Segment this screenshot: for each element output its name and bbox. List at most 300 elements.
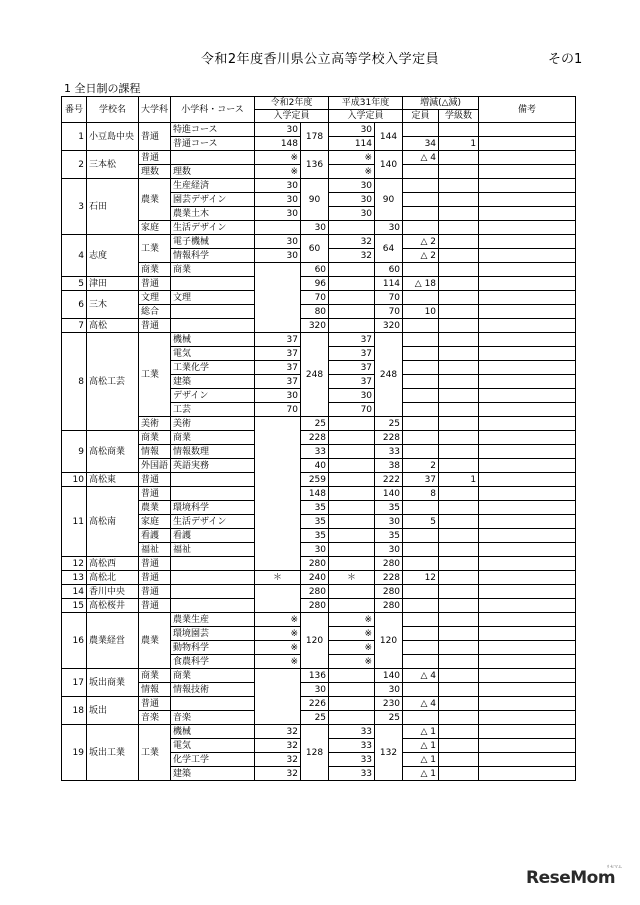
h31-total-quota: 248 <box>375 333 403 417</box>
remarks <box>479 291 576 305</box>
r2-course-quota: ※ <box>255 613 301 627</box>
remarks <box>479 557 576 571</box>
row-number: 15 <box>62 599 87 613</box>
school-name: 高松 <box>87 319 139 333</box>
school-name: 高松西 <box>87 557 139 571</box>
remarks <box>479 151 576 165</box>
course-name: 理数 <box>171 165 255 179</box>
r2-course-quota: 30 <box>255 389 301 403</box>
course-name: 普通コース <box>171 137 255 151</box>
change-quota <box>403 347 439 361</box>
h31-course-quota: 33 <box>329 767 375 781</box>
h31-course-quota: ※ <box>329 151 375 165</box>
remarks <box>479 179 576 193</box>
change-classes <box>439 543 479 557</box>
h31-total-quota: 25 <box>375 417 403 431</box>
department: 情報 <box>139 445 171 459</box>
h31-total-quota: 114 <box>375 277 403 291</box>
r2-total-quota: 148 <box>301 487 329 501</box>
r2-course-quota <box>255 487 301 501</box>
table-row <box>62 319 576 333</box>
change-quota: △ 1 <box>403 753 439 767</box>
table-row <box>62 333 576 347</box>
school-name: 三本松 <box>87 151 139 179</box>
remarks <box>479 123 576 137</box>
change-classes <box>439 445 479 459</box>
change-quota: △ 18 <box>403 277 439 291</box>
change-classes <box>439 389 479 403</box>
r2-total-quota: 90 <box>301 179 329 221</box>
remarks <box>479 319 576 333</box>
r2-course-quota <box>255 319 301 333</box>
table-row <box>62 473 576 487</box>
course-name <box>171 151 255 165</box>
remarks <box>479 529 576 543</box>
r2-course-quota <box>255 431 301 445</box>
r2-course-quota <box>255 305 301 319</box>
r2-total-quota: 35 <box>301 515 329 529</box>
change-classes <box>439 403 479 417</box>
table-row <box>62 291 576 305</box>
h31-course-quota <box>329 529 375 543</box>
change-classes: 1 <box>439 473 479 487</box>
r2-total-quota: 136 <box>301 151 329 179</box>
h31-total-quota: 140 <box>375 151 403 179</box>
h31-course-quota: 30 <box>329 207 375 221</box>
h31-course-quota <box>329 305 375 319</box>
r2-course-quota: 32 <box>255 725 301 739</box>
row-number: 10 <box>62 473 87 487</box>
r2-course-quota: 148 <box>255 137 301 151</box>
h31-course-quota: 37 <box>329 375 375 389</box>
r2-course-quota <box>255 697 301 711</box>
change-quota <box>403 193 439 207</box>
h31-course-quota: 32 <box>329 249 375 263</box>
r2-course-quota <box>255 459 301 473</box>
row-number: 11 <box>62 487 87 557</box>
h31-course-quota <box>329 683 375 697</box>
remarks <box>479 655 576 669</box>
h31-course-quota: ※ <box>329 627 375 641</box>
row-number: 9 <box>62 431 87 473</box>
remarks <box>479 347 576 361</box>
row-number: 6 <box>62 291 87 319</box>
h31-course-quota <box>329 585 375 599</box>
table-row <box>62 151 576 165</box>
course-name: 工業化学 <box>171 361 255 375</box>
change-classes <box>439 655 479 669</box>
row-number: 13 <box>62 571 87 585</box>
course-name: 生産経済 <box>171 179 255 193</box>
course-name <box>171 305 255 319</box>
h31-course-quota: 37 <box>329 347 375 361</box>
r2-total-quota: 259 <box>301 473 329 487</box>
h31-total-quota: 30 <box>375 683 403 697</box>
school-name: 津田 <box>87 277 139 291</box>
h31-course-quota <box>329 557 375 571</box>
remarks <box>479 571 576 585</box>
remarks <box>479 207 576 221</box>
course-name: 情報技術 <box>171 683 255 697</box>
table-row <box>62 515 576 529</box>
h31-course-quota: 37 <box>329 333 375 347</box>
table-row <box>62 263 576 277</box>
resemom-logo-sub: リセマム <box>606 864 622 869</box>
table-row <box>62 277 576 291</box>
school-name: 高松商業 <box>87 431 139 473</box>
r2-course-quota <box>255 557 301 571</box>
r2-course-quota: 32 <box>255 753 301 767</box>
course-name <box>171 585 255 599</box>
change-classes <box>439 613 479 627</box>
h31-course-quota <box>329 543 375 557</box>
header-h31-quota: 入学定員 <box>329 110 403 123</box>
change-classes <box>439 249 479 263</box>
r2-total-quota: 228 <box>301 431 329 445</box>
change-quota <box>403 263 439 277</box>
remarks <box>479 585 576 599</box>
page-label: その1 <box>548 52 583 67</box>
department: 福祉 <box>139 543 171 557</box>
remarks <box>479 431 576 445</box>
school-name: 農業経営 <box>87 613 139 669</box>
r2-total-quota: 25 <box>301 711 329 725</box>
table-row <box>62 557 576 571</box>
change-quota: 37 <box>403 473 439 487</box>
department: 普通 <box>139 697 171 711</box>
school-name: 坂出 <box>87 697 139 725</box>
change-quota <box>403 613 439 627</box>
change-quota <box>403 361 439 375</box>
row-number: 5 <box>62 277 87 291</box>
r2-course-quota <box>255 711 301 725</box>
h31-course-quota <box>329 697 375 711</box>
change-quota: 12 <box>403 571 439 585</box>
row-number: 14 <box>62 585 87 599</box>
header-no: 番号 <box>62 97 87 123</box>
h31-total-quota: 228 <box>375 571 403 585</box>
change-quota <box>403 585 439 599</box>
course-name: 商業 <box>171 431 255 445</box>
resemom-logo: ReseMom <box>526 868 616 888</box>
r2-course-quota <box>255 445 301 459</box>
r2-course-quota: ※ <box>255 655 301 669</box>
department: 商業 <box>139 431 171 445</box>
course-name: 特進コース <box>171 123 255 137</box>
course-name: 環境園芸 <box>171 627 255 641</box>
change-classes <box>439 725 479 739</box>
school-name: 高松工芸 <box>87 333 139 431</box>
h31-total-quota: 35 <box>375 501 403 515</box>
change-classes <box>439 501 479 515</box>
remarks <box>479 725 576 739</box>
r2-course-quota: 30 <box>255 123 301 137</box>
h31-course-quota: 32 <box>329 235 375 249</box>
r2-total-quota: 96 <box>301 277 329 291</box>
course-name: 農業生産 <box>171 613 255 627</box>
r2-total-quota: 30 <box>301 221 329 235</box>
r2-course-quota: 30 <box>255 207 301 221</box>
table-row <box>62 417 576 431</box>
h31-course-quota: 114 <box>329 137 375 151</box>
remarks <box>479 753 576 767</box>
change-classes <box>439 557 479 571</box>
school-name: 高松南 <box>87 487 139 557</box>
change-classes <box>439 277 479 291</box>
change-classes <box>439 305 479 319</box>
r2-course-quota <box>255 221 301 235</box>
remarks <box>479 235 576 249</box>
department: 理数 <box>139 165 171 179</box>
department: 農業 <box>139 179 171 221</box>
h31-total-quota: 30 <box>375 221 403 235</box>
remarks <box>479 473 576 487</box>
table-row <box>62 501 576 515</box>
change-classes <box>439 739 479 753</box>
department: 商業 <box>139 669 171 683</box>
h31-total-quota: 222 <box>375 473 403 487</box>
remarks <box>479 613 576 627</box>
r2-course-quota: 32 <box>255 739 301 753</box>
table-row <box>62 669 576 683</box>
change-classes <box>439 585 479 599</box>
change-quota <box>403 655 439 669</box>
course-name: 電子機械 <box>171 235 255 249</box>
h31-course-quota: ※ <box>329 613 375 627</box>
r2-total-quota: 80 <box>301 305 329 319</box>
table-row <box>62 697 576 711</box>
table-row <box>62 529 576 543</box>
enrollment-table <box>61 96 576 781</box>
change-quota <box>403 333 439 347</box>
remarks <box>479 277 576 291</box>
r2-total-quota: 30 <box>301 683 329 697</box>
r2-course-quota: ※ <box>255 641 301 655</box>
change-classes <box>439 529 479 543</box>
course-name: 環境科学 <box>171 501 255 515</box>
r2-course-quota <box>255 291 301 305</box>
course-name <box>171 319 255 333</box>
r2-total-quota: 120 <box>301 613 329 669</box>
r2-course-quota <box>255 277 301 291</box>
remarks <box>479 501 576 515</box>
h31-total-quota: 70 <box>375 291 403 305</box>
change-classes <box>439 123 479 137</box>
remarks <box>479 543 576 557</box>
r2-course-quota <box>255 263 301 277</box>
r2-course-quota: ＊ <box>255 571 301 585</box>
course-name: 英語実務 <box>171 459 255 473</box>
course-name: 電気 <box>171 739 255 753</box>
department: 美術 <box>139 417 171 431</box>
row-number: 4 <box>62 235 87 277</box>
department: 工業 <box>139 235 171 263</box>
change-classes <box>439 235 479 249</box>
r2-course-quota: 37 <box>255 347 301 361</box>
school-name: 高松東 <box>87 473 139 487</box>
remarks <box>479 697 576 711</box>
r2-course-quota <box>255 543 301 557</box>
department: 普通 <box>139 473 171 487</box>
remarks <box>479 361 576 375</box>
change-quota <box>403 543 439 557</box>
h31-course-quota <box>329 459 375 473</box>
change-quota: △ 4 <box>403 697 439 711</box>
change-quota: 5 <box>403 515 439 529</box>
change-quota <box>403 221 439 235</box>
h31-total-quota: 70 <box>375 305 403 319</box>
department: 普通 <box>139 277 171 291</box>
h31-course-quota: 33 <box>329 725 375 739</box>
r2-course-quota <box>255 599 301 613</box>
school-name: 三木 <box>87 291 139 319</box>
change-quota <box>403 291 439 305</box>
h31-total-quota: 60 <box>375 263 403 277</box>
remarks <box>479 711 576 725</box>
h31-course-quota <box>329 263 375 277</box>
h31-course-quota: ※ <box>329 655 375 669</box>
change-classes <box>439 165 479 179</box>
course-name: 電気 <box>171 347 255 361</box>
h31-course-quota <box>329 277 375 291</box>
course-name: 商業 <box>171 669 255 683</box>
course-name: 文理 <box>171 291 255 305</box>
remarks <box>479 641 576 655</box>
change-classes <box>439 515 479 529</box>
change-classes <box>439 347 479 361</box>
section-heading: 1 全日制の課程 <box>64 82 141 95</box>
h31-course-quota <box>329 473 375 487</box>
department: 家庭 <box>139 515 171 529</box>
change-quota: △ 2 <box>403 249 439 263</box>
change-classes <box>439 459 479 473</box>
h31-total-quota: 228 <box>375 431 403 445</box>
r2-course-quota <box>255 529 301 543</box>
r2-total-quota: 226 <box>301 697 329 711</box>
row-number: 8 <box>62 333 87 431</box>
course-name: 園芸デザイン <box>171 193 255 207</box>
course-name: 生活デザイン <box>171 221 255 235</box>
header-remarks: 備考 <box>479 97 576 123</box>
course-name: 建築 <box>171 767 255 781</box>
h31-total-quota: 30 <box>375 543 403 557</box>
r2-course-quota: 30 <box>255 193 301 207</box>
remarks <box>479 193 576 207</box>
course-name <box>171 487 255 501</box>
row-number: 17 <box>62 669 87 697</box>
r2-total-quota: 60 <box>301 263 329 277</box>
h31-course-quota: 70 <box>329 403 375 417</box>
r2-course-quota: 37 <box>255 375 301 389</box>
course-name: 動物科学 <box>171 641 255 655</box>
department: 普通 <box>139 151 171 165</box>
course-name: 工芸 <box>171 403 255 417</box>
h31-course-quota <box>329 445 375 459</box>
h31-total-quota: 144 <box>375 123 403 151</box>
remarks <box>479 221 576 235</box>
change-quota: △ 4 <box>403 669 439 683</box>
h31-course-quota <box>329 669 375 683</box>
r2-total-quota: 30 <box>301 543 329 557</box>
course-name: 商業 <box>171 263 255 277</box>
change-classes <box>439 697 479 711</box>
department: 総合 <box>139 305 171 319</box>
h31-course-quota: 30 <box>329 193 375 207</box>
remarks <box>479 669 576 683</box>
department: 文理 <box>139 291 171 305</box>
table-row <box>62 585 576 599</box>
change-classes <box>439 767 479 781</box>
r2-total-quota: 35 <box>301 501 329 515</box>
department: 普通 <box>139 557 171 571</box>
change-classes <box>439 179 479 193</box>
r2-course-quota: 37 <box>255 333 301 347</box>
h31-total-quota: 120 <box>375 613 403 669</box>
r2-course-quota: 37 <box>255 361 301 375</box>
header-course: 小学科・コース <box>171 97 255 123</box>
table-row <box>62 445 576 459</box>
r2-course-quota <box>255 683 301 697</box>
header-dept: 大学科 <box>139 97 171 123</box>
table-row <box>62 683 576 697</box>
r2-course-quota <box>255 515 301 529</box>
r2-course-quota: 32 <box>255 767 301 781</box>
remarks <box>479 767 576 781</box>
h31-total-quota: 25 <box>375 711 403 725</box>
department: 看護 <box>139 529 171 543</box>
course-name: 看護 <box>171 529 255 543</box>
remarks <box>479 333 576 347</box>
change-quota: △ 2 <box>403 235 439 249</box>
remarks <box>479 165 576 179</box>
remarks <box>479 515 576 529</box>
course-name: デザイン <box>171 389 255 403</box>
change-quota <box>403 165 439 179</box>
r2-total-quota: 70 <box>301 291 329 305</box>
h31-total-quota: 140 <box>375 669 403 683</box>
remarks <box>479 137 576 151</box>
r2-total-quota: 280 <box>301 585 329 599</box>
change-classes <box>439 669 479 683</box>
h31-course-quota <box>329 291 375 305</box>
header-change-classes: 学級数 <box>439 110 479 123</box>
remarks <box>479 459 576 473</box>
row-number: 3 <box>62 179 87 235</box>
r2-total-quota: 128 <box>301 725 329 781</box>
change-classes <box>439 193 479 207</box>
h31-course-quota: ※ <box>329 641 375 655</box>
department: 農業 <box>139 613 171 669</box>
change-quota: △ 4 <box>403 151 439 165</box>
r2-course-quota: ※ <box>255 627 301 641</box>
h31-course-quota <box>329 711 375 725</box>
change-quota <box>403 417 439 431</box>
change-classes <box>439 319 479 333</box>
row-number: 16 <box>62 613 87 669</box>
r2-course-quota: ※ <box>255 165 301 179</box>
course-name: 機械 <box>171 333 255 347</box>
change-classes <box>439 291 479 305</box>
change-classes <box>439 361 479 375</box>
row-number: 2 <box>62 151 87 179</box>
change-quota <box>403 557 439 571</box>
course-name: 化学工学 <box>171 753 255 767</box>
department: 普通 <box>139 585 171 599</box>
r2-total-quota: 33 <box>301 445 329 459</box>
change-quota <box>403 501 439 515</box>
r2-course-quota: 30 <box>255 235 301 249</box>
department: 工業 <box>139 725 171 781</box>
